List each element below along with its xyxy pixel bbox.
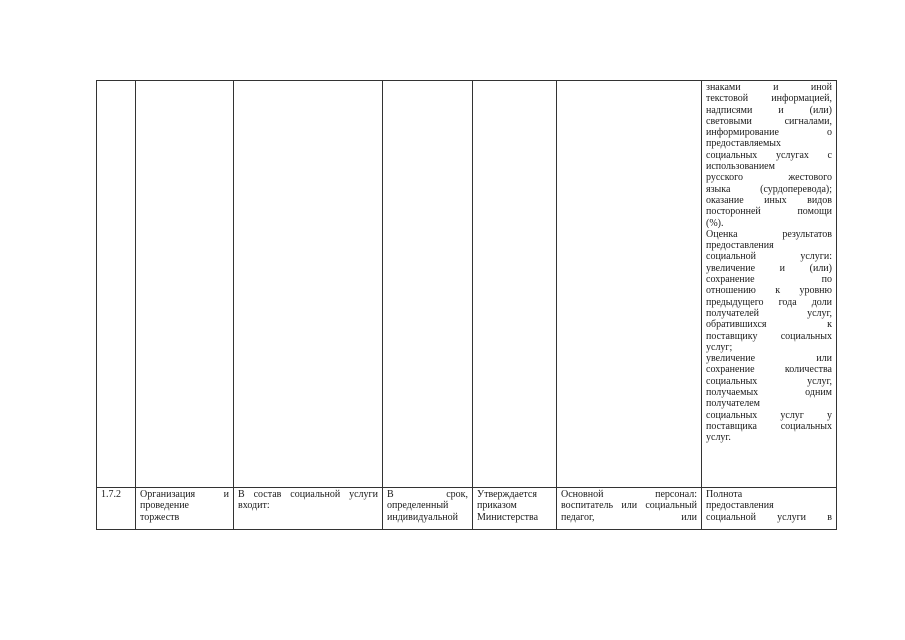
service-name-text	[140, 489, 229, 523]
text-line: получателем	[706, 398, 760, 410]
cell-tariff	[473, 488, 557, 530]
text-line: Основной персонал:	[561, 489, 697, 500]
text-line: социальной услуги в	[706, 511, 832, 523]
text-line: Организация и	[140, 489, 229, 500]
cell-service-composition	[234, 488, 383, 530]
term-text	[387, 489, 468, 523]
text-line: оказание иных видов	[706, 194, 832, 206]
text-line: поставщика социальных	[706, 420, 832, 432]
text-line: языка (сурдоперевода);	[706, 183, 832, 195]
text-line: использованием	[706, 161, 775, 173]
text-line: торжеств	[140, 511, 180, 523]
text-line: индивидуальной	[387, 511, 458, 523]
cell-service-name	[136, 81, 234, 488]
text-line: Оценка результатов	[706, 228, 832, 240]
text-line: сохранение количества	[706, 364, 832, 376]
text-line: поставщику социальных	[706, 330, 832, 342]
text-line: приказом	[477, 500, 517, 512]
text-line: сохранение по	[706, 274, 832, 286]
text-line: услуг.	[706, 432, 731, 444]
text-line: предыдущего года доли	[706, 296, 832, 308]
text-line: русского жестового	[706, 172, 832, 184]
service-number: 1.7.2	[101, 489, 121, 500]
text-line: В состав социальной услуги	[238, 489, 378, 500]
service-composition-text	[238, 489, 378, 512]
cell-number	[97, 488, 136, 530]
text-line: определенный	[387, 500, 449, 512]
table-row-continued	[97, 81, 837, 488]
staff-text	[561, 489, 697, 523]
text-line: проведение	[140, 500, 189, 512]
cell-tariff	[473, 81, 557, 488]
text-line: получателей услуг,	[706, 307, 832, 319]
text-line: (%).	[706, 217, 724, 229]
cell-staff	[557, 81, 702, 488]
text-line: педагог, или	[561, 511, 697, 523]
text-line: текстовой информацией,	[706, 93, 832, 105]
text-line: световыми сигналами,	[706, 115, 832, 127]
table-row-1-7-2	[97, 488, 837, 530]
cell-quality-criteria	[702, 81, 837, 488]
cell-term	[383, 488, 473, 530]
text-line: предоставления	[706, 240, 774, 252]
criteria-text	[706, 489, 832, 523]
cell-term	[383, 81, 473, 488]
cell-service-composition	[234, 81, 383, 488]
text-line: социальной услуги:	[706, 251, 832, 263]
cell-number	[97, 81, 136, 488]
cell-quality-criteria	[702, 488, 837, 530]
text-line: обратившихся к	[706, 319, 832, 331]
text-line: Утверждается	[477, 489, 537, 500]
text-line: информирование о	[706, 127, 832, 139]
text-line: воспитатель или социальный	[561, 500, 697, 512]
text-line: посторонней помощи	[706, 206, 832, 218]
text-line: получаемых одним	[706, 387, 832, 399]
text-line: услуг;	[706, 341, 733, 353]
services-table	[96, 80, 837, 530]
text-line: отношению к уровню	[706, 285, 832, 297]
text-line: входит:	[238, 500, 270, 512]
tariff-text	[477, 489, 552, 523]
text-line: В срок,	[387, 489, 468, 500]
text-line: Министерства	[477, 511, 539, 523]
text-line: увеличение или	[706, 353, 832, 365]
text-line: предоставления	[706, 500, 774, 512]
text-line: социальных услугах с	[706, 149, 832, 161]
cell-service-name	[136, 488, 234, 530]
text-line: увеличение и (или)	[706, 262, 832, 274]
text-line: социальных услуг,	[706, 375, 832, 387]
text-line: Полнота	[706, 489, 743, 500]
text-line: надписями и (или)	[706, 104, 832, 116]
text-line: знаками и иной	[706, 82, 832, 93]
text-line: социальных услуг у	[706, 409, 832, 421]
text-line: предоставляемых	[706, 138, 782, 150]
cell-staff	[557, 488, 702, 530]
criteria-text	[706, 82, 832, 444]
